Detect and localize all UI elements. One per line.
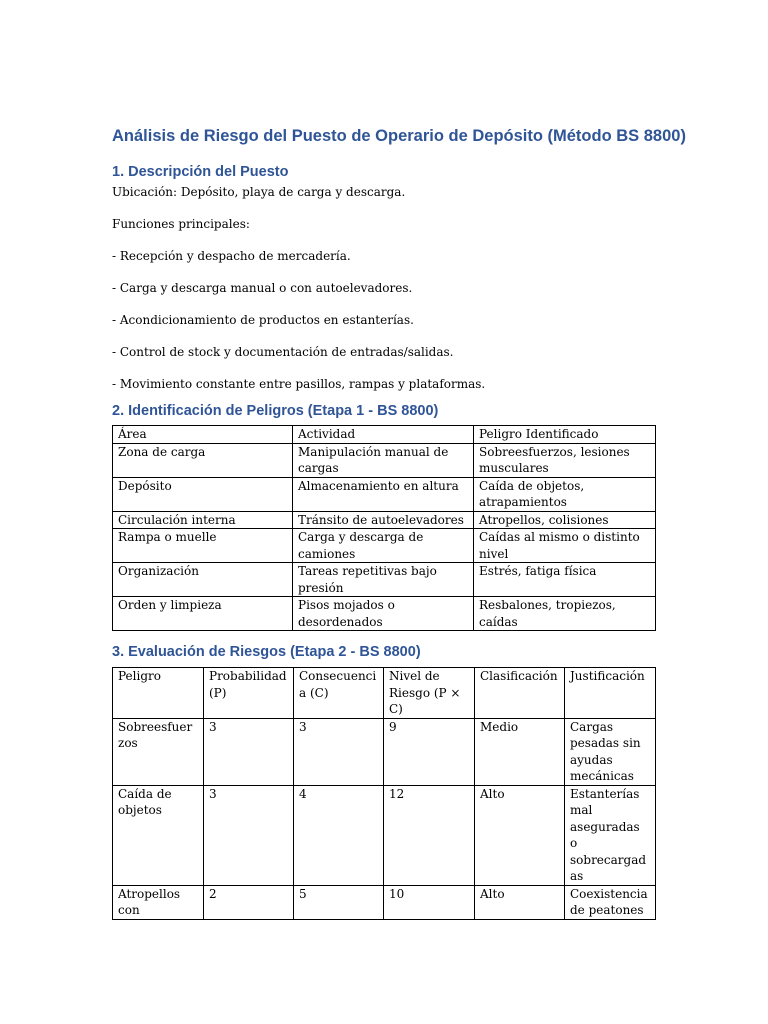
- ubicacion-text: Ubicación: Depósito, playa de carga y descarga.: [112, 185, 406, 199]
- funcion-item: - Recepción y despacho de mercadería.: [112, 249, 351, 263]
- table-header-cell: Peligro: [113, 668, 204, 719]
- table-cell: Depósito: [113, 477, 293, 511]
- table-cell: 3: [204, 718, 294, 785]
- table-row: [113, 718, 656, 785]
- table-header-cell: Nivel de Riesgo (P × C): [384, 668, 475, 719]
- table-row: [113, 597, 656, 631]
- table-row: [113, 511, 656, 529]
- table-header-row: [113, 426, 656, 444]
- table-row: [113, 785, 656, 885]
- table-cell: 10: [384, 885, 475, 919]
- table-row: [113, 563, 656, 597]
- table-cell: Tareas repetitivas bajo presión: [293, 563, 474, 597]
- funcion-item: - Acondicionamiento de productos en estanterías.: [112, 313, 414, 327]
- table-cell: Caídas al mismo o distinto nivel: [474, 529, 656, 563]
- table-header-cell: Actividad: [293, 426, 474, 444]
- table-cell: 3: [294, 718, 384, 785]
- table-cell: Medio: [475, 718, 565, 785]
- risk-evaluation-table: [112, 667, 656, 920]
- table-header-cell: Consecuencia (C): [294, 668, 384, 719]
- funcion-item: - Carga y descarga manual o con autoelevadores.: [112, 281, 413, 295]
- table-cell: Orden y limpieza: [113, 597, 293, 631]
- funciones-label: Funciones principales:: [112, 217, 250, 231]
- table-cell: Caída de objetos, atrapamientos: [474, 477, 656, 511]
- table-cell: Coexistencia de peatones: [565, 885, 656, 919]
- table-header-cell: Justificación: [565, 668, 656, 719]
- funcion-item: - Control de stock y documentación de entradas/salidas.: [112, 345, 454, 359]
- table-cell: Atropellos con: [113, 885, 204, 919]
- table-cell: Tránsito de autoelevadores: [293, 511, 474, 529]
- table-cell: Sobreesfuerzos, lesiones musculares: [474, 443, 656, 477]
- table-cell: Resbalones, tropiezos, caídas: [474, 597, 656, 631]
- table-header-cell: Peligro Identificado: [474, 426, 656, 444]
- table-cell: Cargas pesadas sin ayudas mecánicas: [565, 718, 656, 785]
- table-row: [113, 885, 656, 919]
- table-cell: Alto: [475, 785, 565, 885]
- table-cell: Estrés, fatiga física: [474, 563, 656, 597]
- table-cell: 4: [294, 785, 384, 885]
- table-cell: Carga y descarga de camiones: [293, 529, 474, 563]
- table-header-cell: Área: [113, 426, 293, 444]
- table-cell: Circulación interna: [113, 511, 293, 529]
- table-cell: Sobreesfuerzos: [113, 718, 204, 785]
- table-row: [113, 477, 656, 511]
- table-cell: 5: [294, 885, 384, 919]
- table-cell: 2: [204, 885, 294, 919]
- table-cell: 3: [204, 785, 294, 885]
- table-header-cell: Probabilidad (P): [204, 668, 294, 719]
- table-cell: Atropellos, colisiones: [474, 511, 656, 529]
- table-cell: Organización: [113, 563, 293, 597]
- table-cell: Rampa o muelle: [113, 529, 293, 563]
- table-cell: Caída de objetos: [113, 785, 204, 885]
- table-row: [113, 529, 656, 563]
- table-cell: Alto: [475, 885, 565, 919]
- table-cell: Almacenamiento en altura: [293, 477, 474, 511]
- section-2-heading: 2. Identificación de Peligros (Etapa 1 - BS 8800): [112, 403, 439, 419]
- section-1-heading: 1. Descripción del Puesto: [112, 164, 289, 180]
- funcion-item: - Movimiento constante entre pasillos, rampas y plataformas.: [112, 377, 486, 391]
- table-header-cell: Clasificación: [475, 668, 565, 719]
- table-row: [113, 443, 656, 477]
- document-page: [112, 124, 686, 920]
- section-3-heading: 3. Evaluación de Riesgos (Etapa 2 - BS 8800): [112, 644, 421, 660]
- document-title: Análisis de Riesgo del Puesto de Operario de Depósito (Método BS 8800): [112, 127, 686, 145]
- table-cell: 9: [384, 718, 475, 785]
- hazard-identification-table: [112, 425, 656, 631]
- table-cell: Manipulación manual de cargas: [293, 443, 474, 477]
- table-cell: Zona de carga: [113, 443, 293, 477]
- table-cell: Estanterías mal aseguradas o sobrecargadas: [565, 785, 656, 885]
- table-cell: 12: [384, 785, 475, 885]
- table-cell: Pisos mojados o desordenados: [293, 597, 474, 631]
- table-header-row: [113, 668, 656, 719]
